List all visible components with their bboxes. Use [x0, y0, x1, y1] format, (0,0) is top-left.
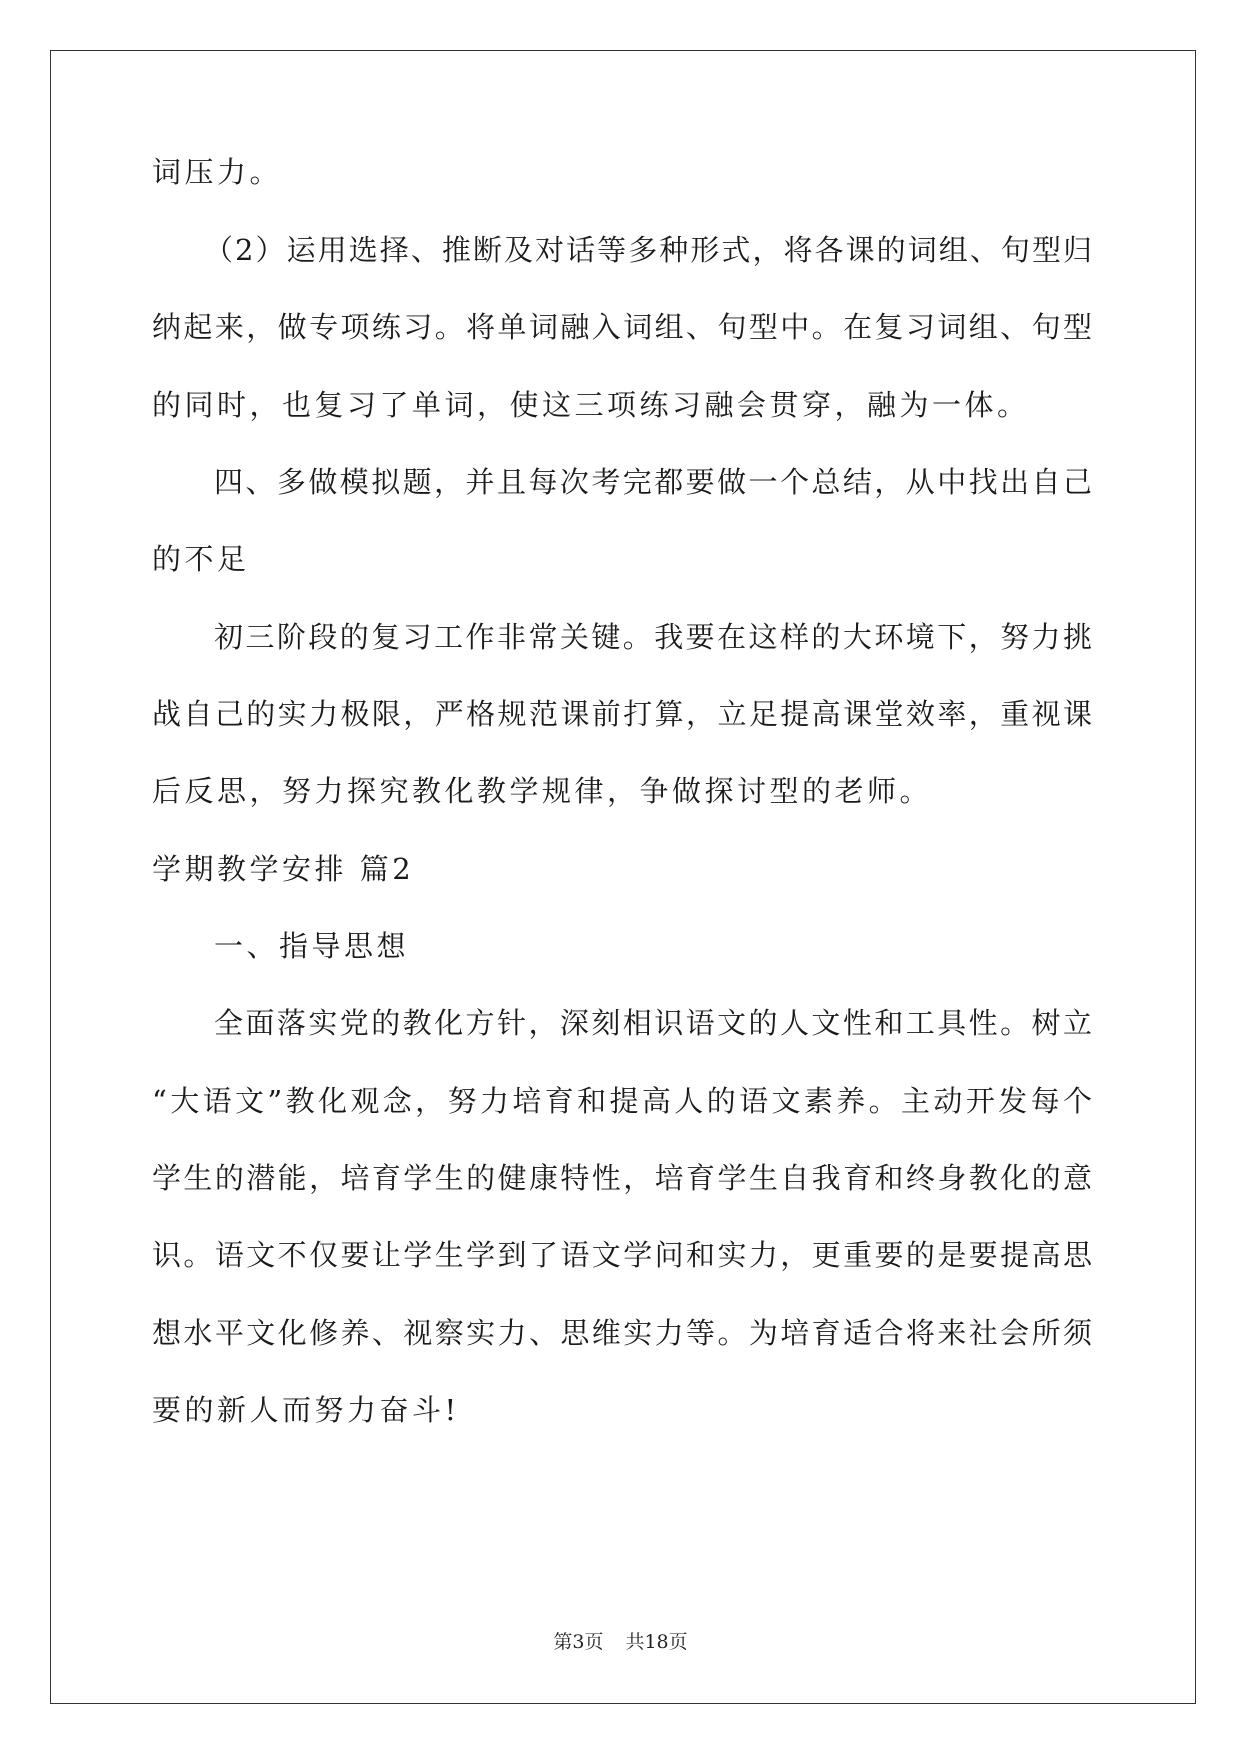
paragraph-line: 想水平文化修养、视察实力、思维实力等。为培育适合将来社会所须 [152, 1316, 1092, 1350]
paragraph-line: 初三阶段的复习工作非常关键。我要在这样的大环境下，努力挑 [214, 620, 1092, 654]
paragraph-line: 的同时，也复习了单词，使这三项练习融会贯穿，融为一体。 [152, 388, 1030, 422]
paragraph-line: 全面落实党的教化方针，深刻相识语文的人文性和工具性。树立 [214, 1006, 1092, 1040]
section-heading: 学期教学安排 篇2 [152, 852, 415, 886]
paragraph-line: 的不足 [152, 542, 250, 576]
page-number: 第3页 [553, 1631, 604, 1653]
paragraph-line: 四、多做模拟题，并且每次考完都要做一个总结，从中找出自己 [214, 465, 1092, 499]
paragraph-line: 学生的潜能，培育学生的健康特性，培育学生自我育和终身教化的意 [152, 1161, 1092, 1195]
paragraph-line: 纳起来，做专项练习。将单词融入词组、句型中。在复习词组、句型 [152, 310, 1092, 344]
paragraph-line: 后反思，努力探究教化教学规律，争做探讨型的老师。 [152, 774, 933, 808]
page-total: 共18页 [625, 1631, 688, 1653]
paragraph-line: 识。语文不仅要让学生学到了语文学问和实力，更重要的是要提高思 [152, 1238, 1092, 1272]
paragraph-line: 要的新人而努力奋斗! [152, 1393, 460, 1427]
paragraph-line: 词压力。 [152, 155, 283, 189]
subsection-heading: 一、指导思想 [214, 929, 410, 963]
paragraph-line: “大语文”教化观念，努力培育和提高人的语文素养。主动开发每个 [152, 1084, 1092, 1118]
page-footer [0, 1630, 1241, 1654]
paragraph-line: 战自己的实力极限，严格规范课前打算，立足提高课堂效率，重视课 [152, 697, 1092, 731]
paragraph-line: （2）运用选择、推断及对话等多种形式，将各课的词组、句型归 [204, 233, 1092, 267]
